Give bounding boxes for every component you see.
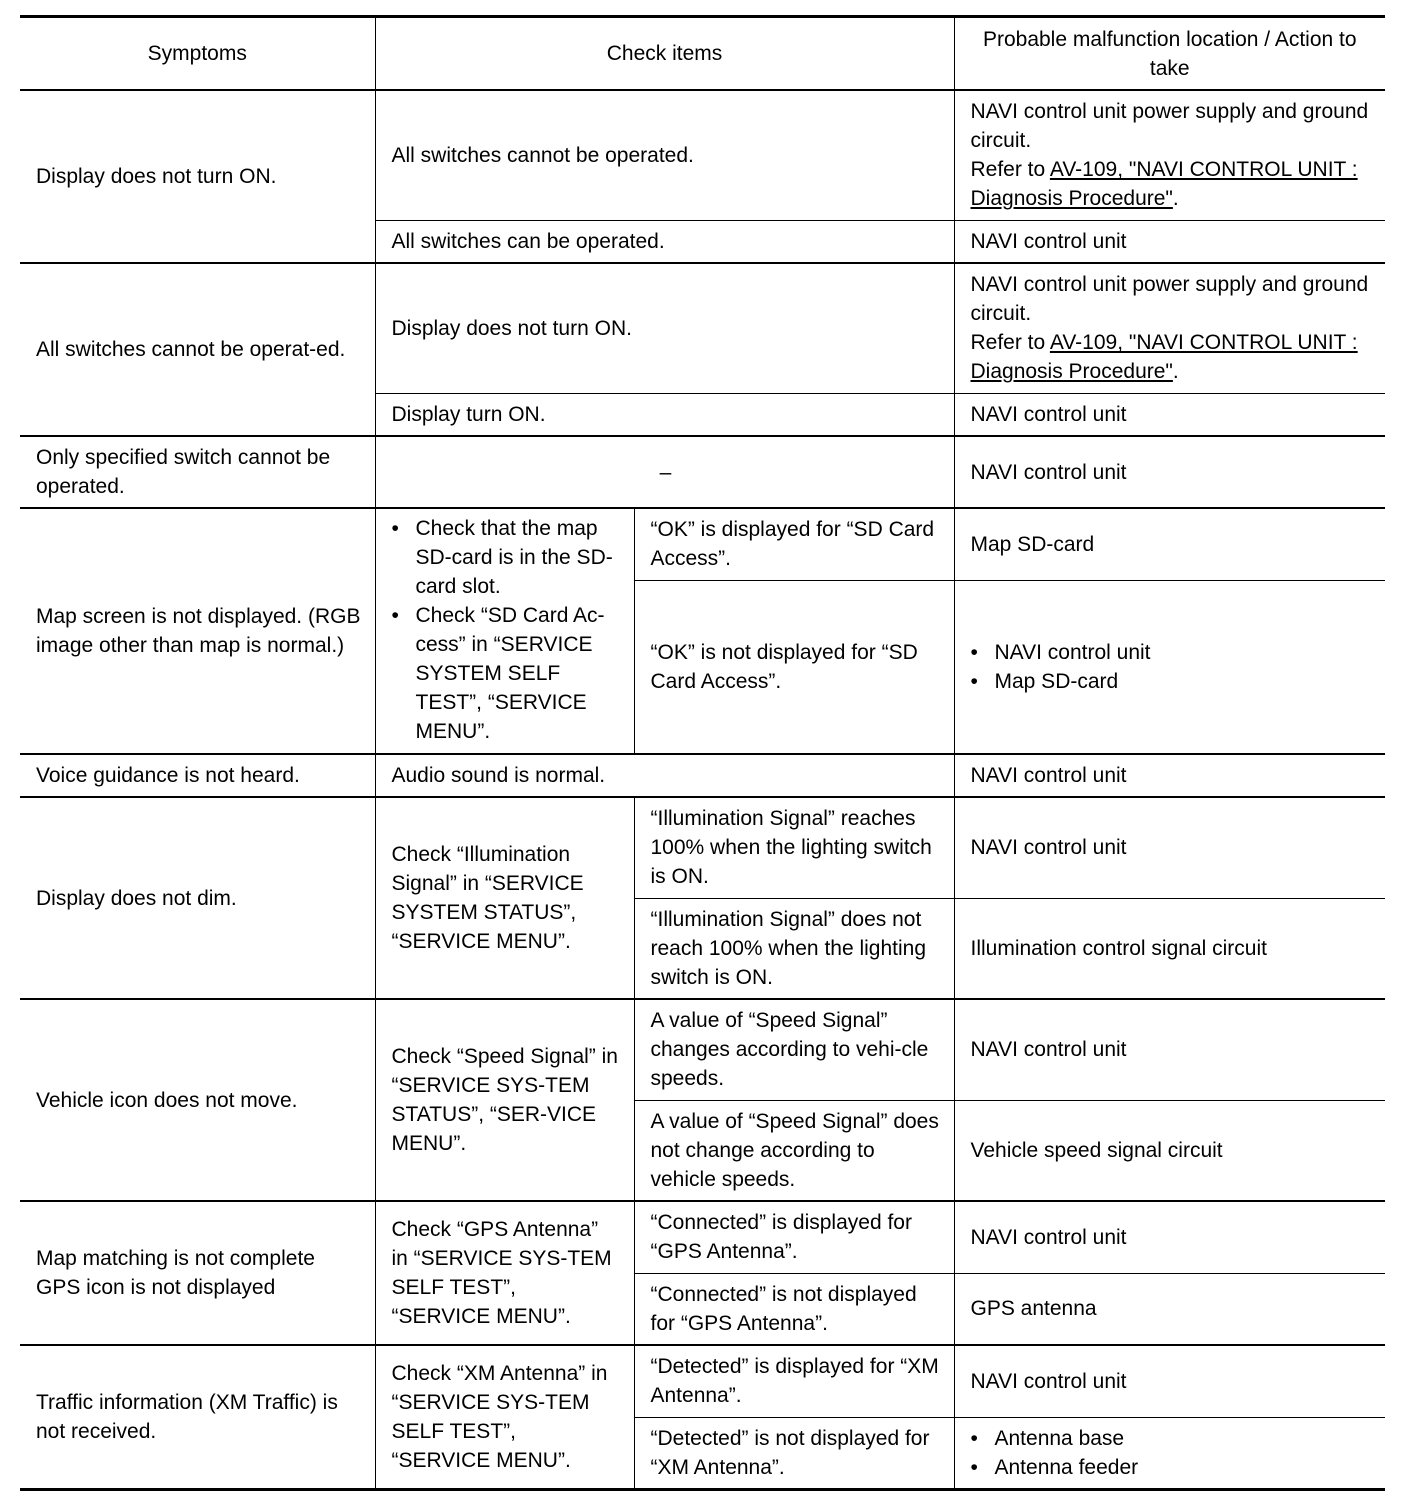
- action-cell: Vehicle speed signal circuit: [954, 1100, 1385, 1201]
- action-cell: NAVI control unit: [954, 1201, 1385, 1273]
- table-row: [20, 999, 1385, 1100]
- symptom-cell: Vehicle icon does not move.: [20, 999, 375, 1201]
- punctuation: .: [1172, 360, 1179, 384]
- list-item: • Check that the map SD-card is in the SD-card slot.: [392, 514, 620, 601]
- check-cell: Display turn ON.: [375, 393, 954, 436]
- header-check-items: Check items: [375, 17, 954, 91]
- header-symptoms: Symptoms: [20, 17, 375, 91]
- result-cell: “Detected” is not displayed for “XM Antenna”.: [634, 1417, 954, 1489]
- action-cell: [954, 580, 1385, 754]
- action-cell: Map SD-card: [954, 508, 1385, 580]
- result-cell: A value of “Speed Signal” does not change according to vehicle speeds.: [634, 1100, 954, 1201]
- result-cell: “Connected” is displayed for “GPS Antenna”.: [634, 1201, 954, 1273]
- symptom-cell: Traffic information (XM Traffic) is not received.: [20, 1345, 375, 1489]
- table-row: [20, 436, 1385, 508]
- symptom-cell: Map screen is not displayed. (RGB image other than map is normal.): [20, 508, 375, 754]
- header-action: Probable malfunction location / Action to take: [954, 17, 1385, 91]
- table-row: [20, 508, 1385, 580]
- action-cell: NAVI control unit: [954, 393, 1385, 436]
- list-item: • Antenna base: [971, 1424, 1372, 1453]
- action-cell: NAVI control unit: [954, 436, 1385, 508]
- table-row: [20, 754, 1385, 797]
- check-cell: Check “GPS Antenna” in “SERVICE SYS-TEM SELF TEST”, “SERVICE MENU”.: [375, 1201, 634, 1345]
- check-cell: Check “XM Antenna” in “SERVICE SYS-TEM SELF TEST”, “SERVICE MENU”.: [375, 1345, 634, 1489]
- action-cell: [954, 90, 1385, 220]
- symptom-cell: Only specified switch cannot be operated.: [20, 436, 375, 508]
- check-cell: –: [375, 436, 954, 508]
- symptom-cell: Voice guidance is not heard.: [20, 754, 375, 797]
- refer-text: Refer to: [970, 331, 1050, 355]
- result-cell: “Illumination Signal” does not reach 100% when the lighting switch is ON.: [634, 898, 954, 999]
- action-cell: NAVI control unit: [954, 220, 1385, 263]
- table-row: [20, 90, 1385, 220]
- table-row: [20, 797, 1385, 898]
- result-cell: A value of “Speed Signal” changes according to vehi-cle speeds.: [634, 999, 954, 1100]
- table-row: [20, 1345, 1385, 1417]
- table-row: [20, 1201, 1385, 1273]
- check-cell: Display does not turn ON.: [375, 263, 954, 393]
- action-cell: NAVI control unit: [954, 999, 1385, 1100]
- symptom-cell: Display does not dim.: [20, 797, 375, 999]
- action-cell: [954, 263, 1385, 393]
- header-row: [20, 17, 1385, 91]
- action-cell: NAVI control unit: [954, 797, 1385, 898]
- action-cell: NAVI control unit: [954, 754, 1385, 797]
- list-item: • Map SD-card: [971, 667, 1372, 696]
- reference-link[interactable]: AV-109, "NAVI CONTROL UNIT : Diagnosis Procedure": [970, 331, 1358, 384]
- check-cell: All switches cannot be operated.: [375, 90, 954, 220]
- list-item: • Antenna feeder: [971, 1453, 1372, 1482]
- action-list: [971, 1424, 1372, 1482]
- check-list: [392, 514, 620, 746]
- reference-link[interactable]: AV-109, "NAVI CONTROL UNIT : Diagnosis Procedure": [970, 158, 1358, 211]
- table-row: [20, 263, 1385, 393]
- check-cell: [375, 508, 634, 754]
- symptom-cell: Display does not turn ON.: [20, 90, 375, 263]
- check-cell: Audio sound is normal.: [375, 754, 954, 797]
- result-cell: “Illumination Signal” reaches 100% when the lighting switch is ON.: [634, 797, 954, 898]
- action-cell: NAVI control unit: [954, 1345, 1385, 1417]
- result-cell: “OK” is displayed for “SD Card Access”.: [634, 508, 954, 580]
- check-cell: All switches can be operated.: [375, 220, 954, 263]
- list-item: • NAVI control unit: [971, 638, 1372, 667]
- action-cell: [954, 1417, 1385, 1489]
- symptom-cell: All switches cannot be operat-ed.: [20, 263, 375, 436]
- action-text: NAVI control unit power supply and ground circuit.: [970, 273, 1369, 326]
- action-list: [971, 638, 1372, 696]
- symptom-cell: Map matching is not complete GPS icon is not displayed: [20, 1201, 375, 1345]
- check-cell: Check “Speed Signal” in “SERVICE SYS-TEM STATUS”, “SER-VICE MENU”.: [375, 999, 634, 1201]
- result-cell: “Detected” is displayed for “XM Antenna”.: [634, 1345, 954, 1417]
- action-cell: Illumination control signal circuit: [954, 898, 1385, 999]
- refer-text: Refer to: [970, 158, 1050, 182]
- punctuation: .: [1172, 187, 1179, 211]
- check-cell: Check “Illumination Signal” in “SERVICE SYSTEM STATUS”, “SERVICE MENU”.: [375, 797, 634, 999]
- action-cell: GPS antenna: [954, 1273, 1385, 1345]
- list-item: • Check “SD Card Ac-cess” in “SERVICE SYSTEM SELF TEST”, “SERVICE MENU”.: [392, 601, 620, 746]
- action-text: NAVI control unit power supply and ground circuit.: [970, 100, 1369, 153]
- result-cell: “OK” is not displayed for “SD Card Access”.: [634, 580, 954, 754]
- diagnosis-table: [20, 15, 1385, 1491]
- result-cell: “Connected” is not displayed for “GPS Antenna”.: [634, 1273, 954, 1345]
